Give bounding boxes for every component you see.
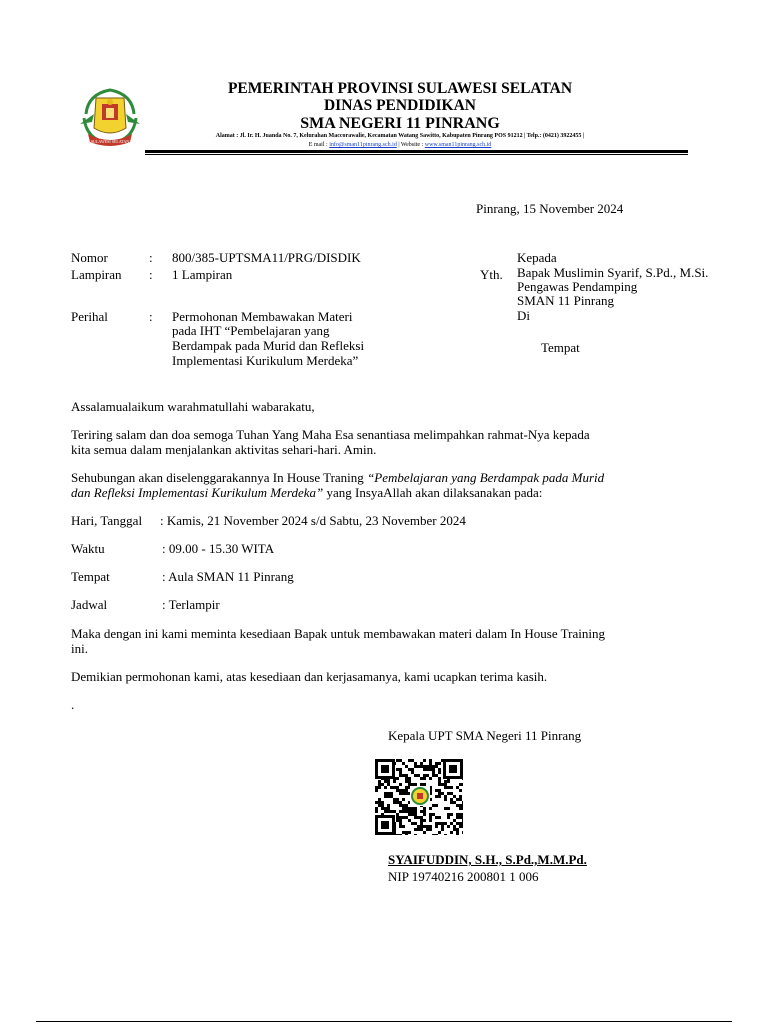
field-lampiran-label: Lampiran — [71, 267, 122, 282]
field-nomor-value: 800/385-UPTSMA11/PRG/DISDIK — [172, 250, 361, 265]
schedule-agenda-value: : Terlampir — [162, 597, 220, 612]
page-bottom-line — [36, 1021, 732, 1022]
field-perihal-label: Perihal — [71, 309, 108, 324]
provincial-emblem-logo — [76, 84, 144, 150]
email-link[interactable]: info@sman11pinrang.sch.id — [329, 142, 397, 148]
schedule-time-value: : 09.00 - 15.30 WITA — [162, 541, 275, 556]
field-perihal-value-line4: Implementasi Kurikulum Merdeka” — [172, 353, 359, 368]
paragraph-2-end: yang InsyaAllah akan dilaksanakan pada: — [323, 485, 543, 500]
recipient-yth: Yth. — [480, 267, 503, 282]
header-school-name: SMA NEGERI 11 PINRANG — [300, 115, 500, 132]
schedule-day-value: : Kamis, 21 November 2024 s/d Sabtu, 23 November 2024 — [160, 513, 466, 528]
schedule-place-label: Tempat — [71, 569, 110, 584]
paragraph-3-line1: Maka dengan ini kami meminta kesediaan Bapak untuk membawakan materi dalam In House Training — [71, 626, 605, 641]
schedule-time-label: Waktu — [71, 541, 105, 556]
field-perihal-value-line2: pada IHT “Pembelajaran yang — [172, 323, 330, 338]
place-date: Pinrang, 15 November 2024 — [476, 201, 624, 216]
email-label: E mail : — [308, 142, 330, 148]
field-nomor-colon: : — [149, 250, 153, 265]
paragraph-2-line2 — [71, 485, 701, 500]
header-government-name: PEMERINTAH PROVINSI SULAWESI SELATAN — [227, 80, 573, 97]
paragraph-1-line2: kita semua dalam menjalankan aktivitas sehari-hari. Amin. — [71, 442, 377, 457]
qr-code-signature — [375, 759, 463, 835]
recipient-kepada: Kepada — [517, 250, 557, 265]
recipient-position: Pengawas Pendamping — [517, 279, 638, 294]
recipient-tempat: Tempat — [541, 340, 580, 355]
website-link[interactable]: www.sman11pinrang.sch.id — [424, 142, 492, 148]
paragraph-2-italic-1: “Pembelajaran yang Berdampak pada Murid — [367, 470, 605, 485]
paragraph-2-line1 — [71, 470, 701, 485]
field-lampiran-value: 1 Lampiran — [172, 267, 233, 282]
stray-dot: . — [71, 697, 75, 712]
paragraph-3-line2: ini. — [71, 641, 88, 656]
schedule-place-value: : Aula SMAN 11 Pinrang — [162, 569, 294, 584]
field-perihal-colon: : — [149, 309, 153, 324]
recipient-di: Di — [517, 308, 530, 323]
header-department-name: DINAS PENDIDIKAN — [323, 97, 476, 114]
recipient-name: Bapak Muslimin Syarif, S.Pd., M.Si. — [517, 265, 709, 280]
field-lampiran-colon: : — [149, 267, 153, 282]
closing-paragraph: Demikian permohonan kami, atas kesediaan dan kerjasamanya, kami ucapkan terima kasih. — [71, 669, 548, 684]
paragraph-2-italic-2: dan Refleksi Implementasi Kurikulum Merdeka” — [71, 485, 324, 500]
paragraph-1-line1: Teriring salam dan doa semoga Tuhan Yang Maha Esa senantiasa melimpahkan rahmat-Nya kepada — [71, 427, 590, 442]
schedule-day-label: Hari, Tanggal — [71, 513, 143, 528]
logo-banner-text: SULAWESI SELATAN — [90, 139, 130, 144]
signatory-name — [388, 852, 587, 868]
schedule-agenda-label: Jadwal — [71, 597, 108, 612]
recipient-institution: SMAN 11 Pinrang — [517, 293, 615, 308]
signature-title: Kepala UPT SMA Negeri 11 Pinrang — [388, 728, 582, 743]
signatory-name-text: SYAIFUDDIN, S.H., S.Pd.,M.M.Pd. — [388, 852, 587, 867]
signatory-nip: NIP 19740216 200801 1 006 — [388, 869, 539, 884]
greeting: Assalamualaikum warahmatullahi wabarakatu, — [71, 399, 315, 414]
field-perihal-value-line1: Permohonan Membawakan Materi — [172, 309, 353, 324]
header-divider-thick — [145, 150, 688, 153]
header-divider-thin — [145, 154, 688, 155]
website-label: | Website : — [396, 142, 425, 148]
paragraph-2-start: Sehubungan akan diselenggarakannya In House Traning — [71, 470, 368, 485]
header-address: Alamat : Jl. Ir. H. Juanda No. 7, Kelurahan Maccorawalie, Kecamatan Watang Sawitto, Kabupaten Pinrang POS 91212 | Telp.: (0421) 3922455 | — [215, 133, 585, 139]
field-perihal-value-line3: Berdampak pada Murid dan Refleksi — [172, 338, 365, 353]
header-contact — [150, 141, 650, 149]
field-nomor-label: Nomor — [71, 250, 108, 265]
